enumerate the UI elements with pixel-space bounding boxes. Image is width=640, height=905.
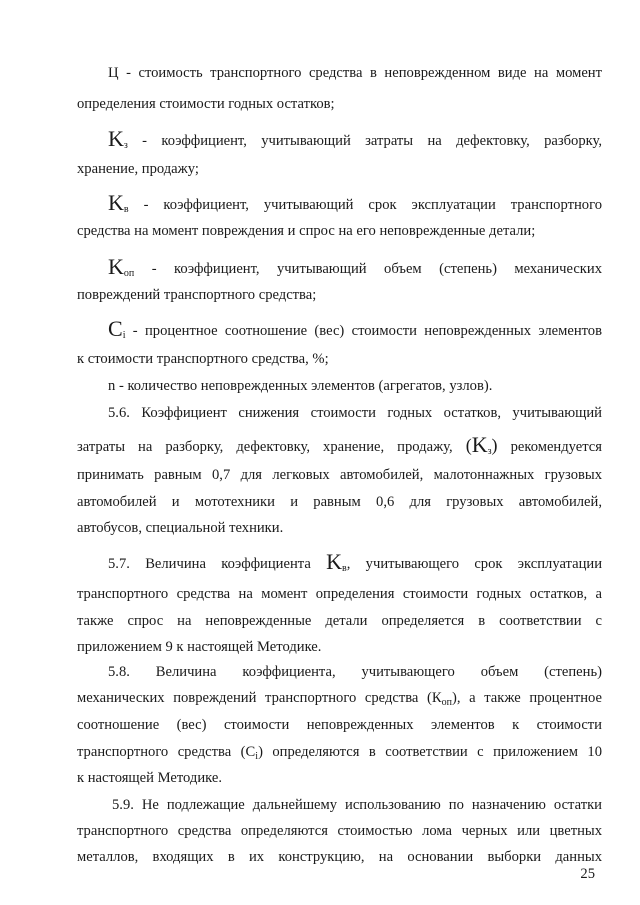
text-line: затраты на разборку, дефектовку, хранение, продажу, $(K_з)$ рекомендуется	[77, 432, 602, 457]
text-line: автобусов, специальной техники.	[77, 520, 284, 536]
text-line: автомобилей и мототехники и равным 0,6 для грузовых автомобилей,	[77, 494, 602, 510]
text-line: определения стоимости годных остатков;	[77, 96, 335, 112]
page-number: 25	[580, 866, 595, 882]
text-line: средства на момент повреждения и спрос на его неповрежденные детали;	[77, 223, 536, 239]
text-line: принимать равным 0,7 для легковых автомобилей, малотоннажных грузовых	[77, 467, 602, 483]
section-5-8-heading: 5.8. Величина коэффициента, учитывающего объем (степень)	[108, 664, 602, 680]
kop-symbol: $K_{оп}$	[108, 254, 135, 279]
kv-symbol: $K_в$	[326, 549, 347, 574]
k3-symbol: $K_з$	[471, 432, 492, 457]
kop-definition: $K_{оп}$ - коэффициент, учитывающий объем (степень) механических	[108, 254, 602, 279]
text-line: хранение, продажу;	[77, 161, 199, 177]
kv-symbol: $K_в$	[108, 190, 129, 215]
text-line: транспортного средства на момент определения стоимости годных остатков, а	[77, 586, 602, 602]
kz-symbol: $K_з$	[108, 126, 128, 151]
section-5-9-heading: 5.9. Не подлежащие дальнейшему использованию по назначению остатки	[112, 797, 602, 813]
ci-symbol: $C_i$	[108, 316, 126, 341]
ci-definition: $C_i$ - процентное соотношение (вес) стоимости неповрежденных элементов	[108, 316, 602, 341]
kv-definition: $K_в$ - коэффициент, учитывающий срок эксплуатации транспортного	[108, 190, 602, 215]
text-line: приложением 9 к настоящей Методике.	[77, 639, 322, 655]
text-line: транспортного средства $(С_i)$ определяются в соответствии с приложением 10	[77, 744, 602, 762]
text-line: к стоимости транспортного средства, %;	[77, 351, 329, 367]
text-line: повреждений транспортного средства;	[77, 287, 317, 303]
section-5-7-heading: 5.7. Величина коэффициента $K_в$, учитывающего срок эксплуатации	[108, 549, 603, 574]
text-line: транспортного средства определяются стоимостью лома черных или цветных	[77, 823, 602, 839]
text-line: соотношение (вес) стоимости неповрежденных элементов к стоимости	[77, 717, 602, 733]
text-line: металлов, входящих в их конструкцию, на основании выборки данных	[77, 849, 602, 865]
kz-definition: $K_з$ - коэффициент, учитывающий затраты на дефектовку, разборку,	[108, 126, 602, 151]
text-line: к настоящей Методике.	[77, 770, 223, 786]
text-line: также спрос на неповрежденные детали определяется в соответствии с	[77, 613, 602, 629]
text-line: Ц - стоимость транспортного средства в неповрежденном виде на момент	[108, 65, 602, 81]
section-5-6-heading: 5.6. Коэффициент снижения стоимости годных остатков, учитывающий	[108, 405, 602, 421]
text-line: n - количество неповрежденных элементов (агрегатов, узлов).	[108, 378, 493, 394]
text-line: механических повреждений транспортного средства $(К_{оп})$, а также процентное	[77, 690, 602, 708]
